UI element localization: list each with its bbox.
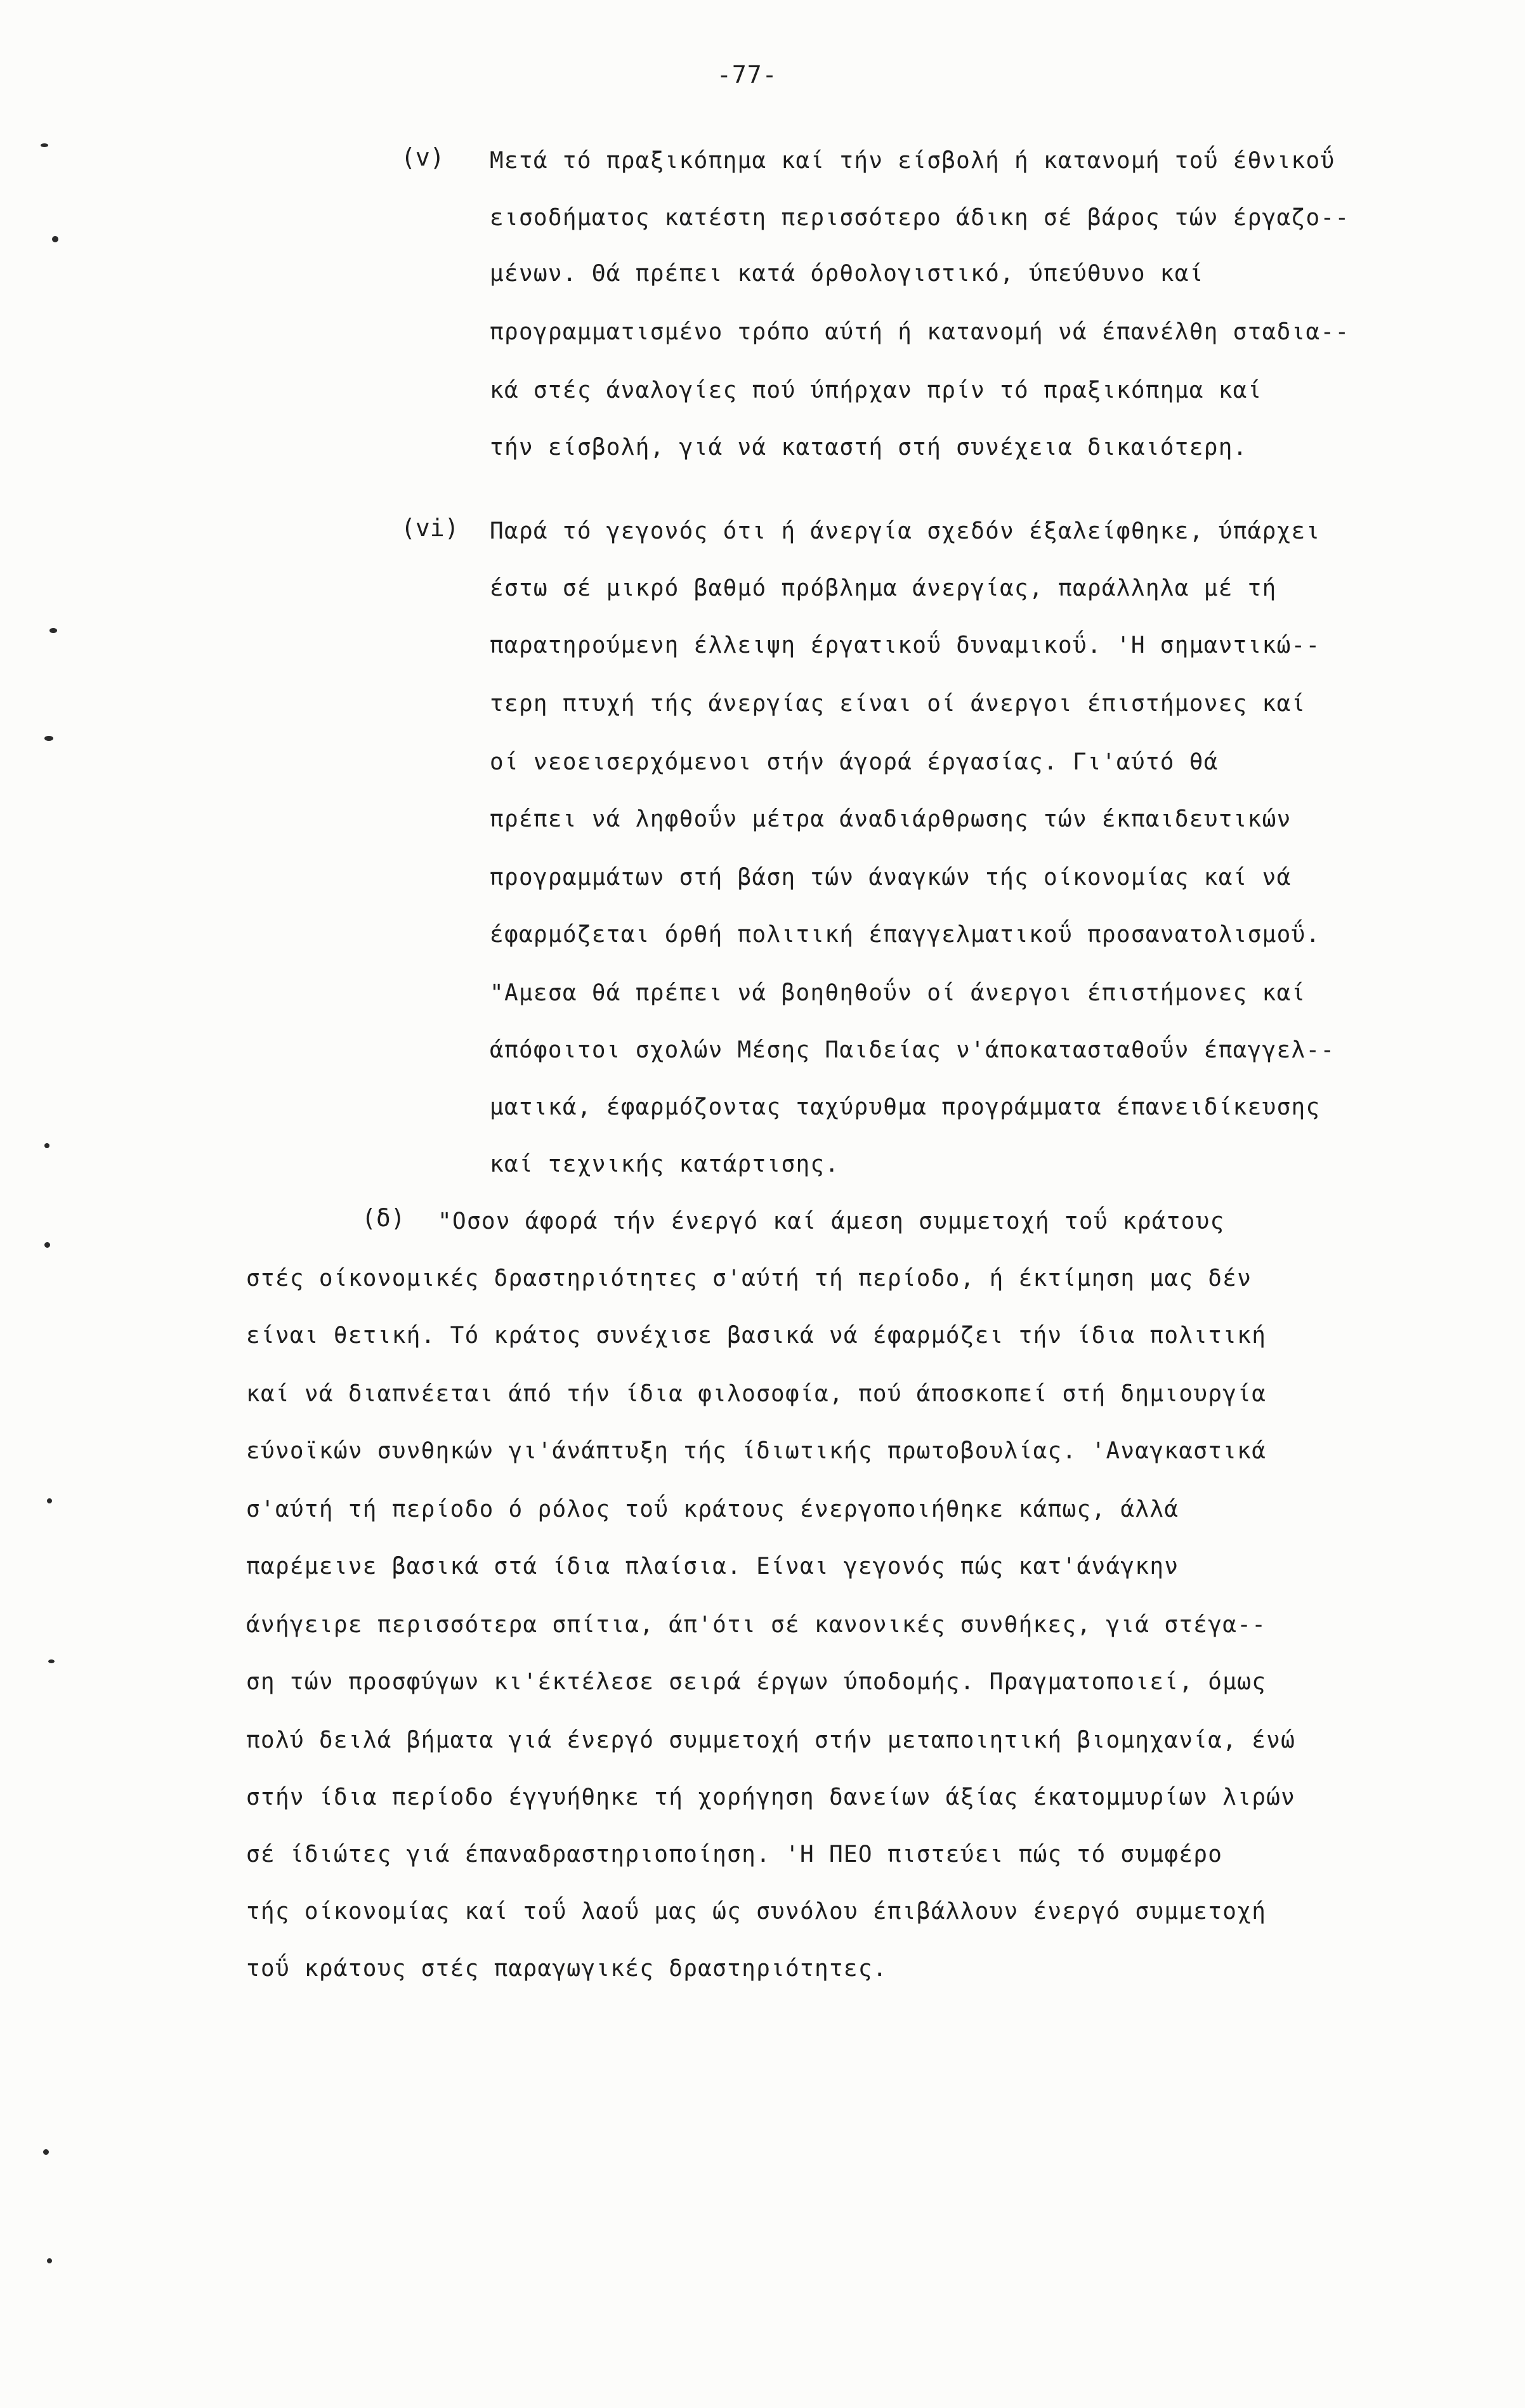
item-d-line: καί νά διαπνέεται άπό τήν ίδια φιλοσοφία, πού άποσκοπεί στή δημιουργία [246, 1381, 1267, 1407]
item-d-line: είναι θετική. Τό κράτος συνέχισε βασικά νά έφαρμόζει τήν ίδια πολιτική [246, 1323, 1267, 1349]
item-d-line: σ'αύτή τή περίοδο ό ρόλος τοΰ κράτους ένεργοποιήθηκε κάπως, άλλά [246, 1496, 1179, 1522]
item-d-line: στές οίκονομικές δραστηριότητες σ'αύτή τή περίοδο, ή έκτίμηση μας δέν [246, 1266, 1252, 1292]
item-v-line: τήν είσβολή, γιά νά καταστή στή συνέχεια δικαιότερη. [490, 435, 1248, 461]
item-d-line: ση τών προσφύγων κι'έκτέλεσε σειρά έργων ύποδομής. Πραγματοποιεί, όμως [246, 1669, 1267, 1695]
scan-speck [49, 628, 57, 633]
item-d-line: "Οσον άφορά τήν ένεργό καί άμεση συμμετοχή τοΰ κράτους [438, 1208, 1225, 1234]
item-vi-line: "Αμεσα θά πρέπει νά βοηθηθοΰν οί άνεργοι έπιστήμονες καί [490, 980, 1306, 1006]
item-vi-line: έστω σέ μικρό βαθμό πρόβλημα άνεργίας, παράλληλα μέ τή [490, 575, 1277, 601]
item-d-line: στήν ίδια περίοδο έγγυήθηκε τή χορήγηση δανείων άξίας έκατομμυρίων λιρών [246, 1784, 1296, 1810]
item-vi-line: καί τεχνικής κατάρτισης. [490, 1151, 840, 1177]
scan-speck [44, 736, 53, 741]
scan-speck [47, 1498, 52, 1503]
item-d-line: σέ ίδιώτες γιά έπαναδραστηριοποίηση. 'Η ΠΕΟ πιστεύει πώς τό συμφέρο [246, 1842, 1223, 1868]
item-d-line: τής οίκονομίας καί τοΰ λαοΰ μας ώς συνόλου έπιβάλλουν ένεργό συμμετοχή [246, 1899, 1267, 1925]
item-vi-line: πρέπει νά ληφθοΰν μέτρα άναδιάρθρωσης τών έκπαιδευτικών [490, 806, 1292, 832]
scan-speck [44, 1242, 50, 1248]
item-vi-line: άπόφοιτοι σχολών Μέσης Παιδείας ν'άποκατασταθοΰν έπαγγελ-- [490, 1037, 1335, 1063]
scan-speck [43, 2149, 49, 2155]
page-number: -77- [717, 61, 778, 89]
item-v-line: προγραμματισμένο τρόπο αύτή ή κατανομή νά έπανέλθη σταδια-- [490, 319, 1350, 345]
item-d-marker: (δ) [362, 1204, 405, 1232]
item-v-line: κά στές άναλογίες πού ύπήρχαν πρίν τό πραξικόπημα καί [490, 377, 1262, 403]
scan-speck [48, 1659, 55, 1663]
scan-speck [41, 143, 48, 147]
item-vi-line: προγραμμάτων στή βάση τών άναγκών τής οίκονομίας καί νά [490, 865, 1292, 891]
item-v-line: εισοδήματος κατέστη περισσότερο άδικη σέ βάρος τών έργαζο-- [490, 205, 1350, 231]
item-vi-line: τερη πτυχή τής άνεργίας είναι οί άνεργοι έπιστήμονες καί [490, 691, 1306, 717]
item-v-line: μένων. Θά πρέπει κατά όρθολογιστικό, ύπεύθυνο καί [490, 261, 1204, 287]
item-d-line: τοΰ κράτους στές παραγωγικές δραστηριότητες. [246, 1956, 887, 1982]
item-d-line: παρέμεινε βασικά στά ίδια πλαίσια. Είναι γεγονός πώς κατ'άνάγκην [246, 1554, 1179, 1580]
scan-speck [47, 2258, 52, 2263]
item-v-marker: (v) [401, 143, 445, 171]
item-vi-marker: (vi) [401, 514, 459, 542]
item-d-line: πολύ δειλά βήματα γιά ένεργό συμμετοχή στήν μεταποιητική βιομηχανία, ένώ [246, 1727, 1296, 1753]
item-vi-line: οί νεοεισερχόμενοι στήν άγορά έργασίας. Γι'αύτό θά [490, 749, 1219, 775]
scan-speck [52, 236, 58, 242]
item-vi-line: ματικά, έφαρμόζοντας ταχύρυθμα προγράμματα έπανειδίκευσης [490, 1094, 1321, 1120]
item-d-line: άνήγειρε περισσότερα σπίτια, άπ'ότι σέ κανονικές συνθήκες, γιά στέγα-- [246, 1612, 1267, 1638]
item-d-line: εύνοϊκών συνθηκών γι'άνάπτυξη τής ίδιωτικής πρωτοβουλίας. 'Αναγκαστικά [246, 1438, 1267, 1464]
item-vi-line: έφαρμόζεται όρθή πολιτική έπαγγελματικοΰ προσανατολισμοΰ. [490, 922, 1321, 948]
item-v-line: Μετά τό πραξικόπημα καί τήν είσβολή ή κατανομή τοΰ έθνικοΰ [490, 148, 1335, 174]
item-vi-line: παρατηρούμενη έλλειψη έργατικοΰ δυναμικοΰ. 'Η σημαντικώ-- [490, 632, 1321, 658]
scan-speck [44, 1143, 49, 1148]
item-vi-line: Παρά τό γεγονός ότι ή άνεργία σχεδόν έξαλείφθηκε, ύπάρχει [490, 518, 1321, 544]
